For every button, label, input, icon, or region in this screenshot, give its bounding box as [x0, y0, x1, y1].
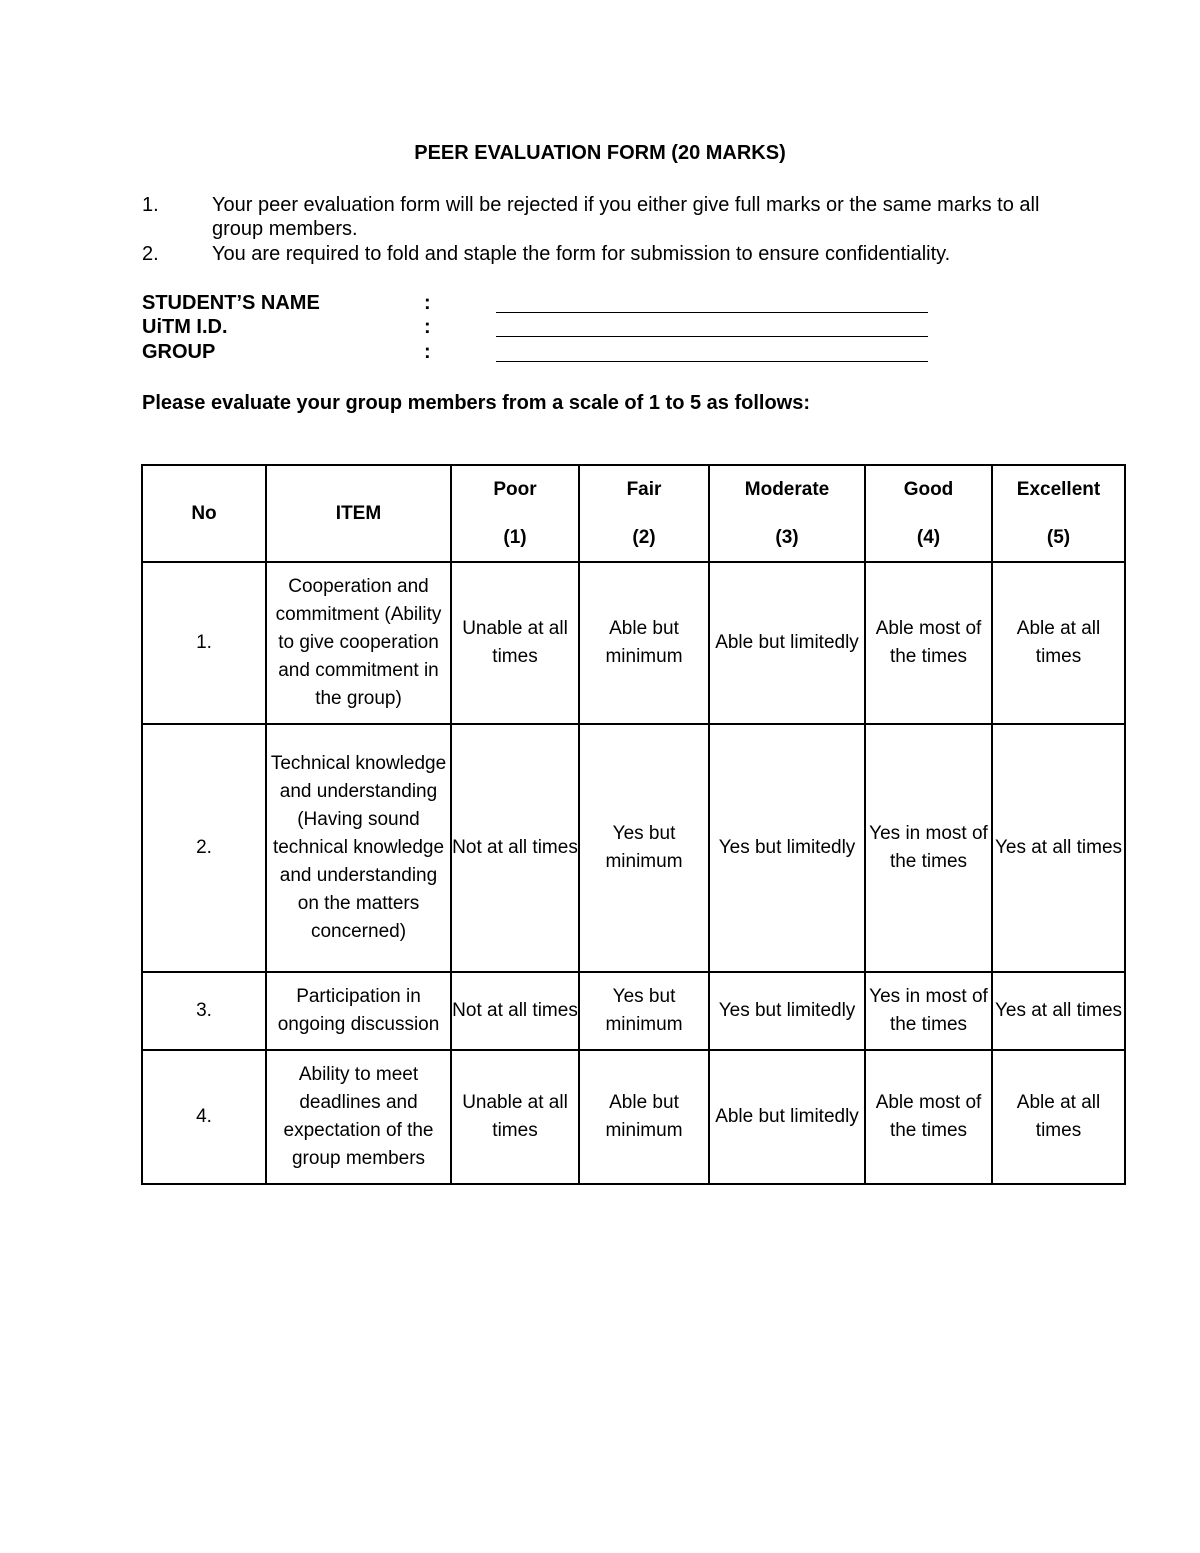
page-title: PEER EVALUATION FORM (20 MARKS)	[414, 142, 786, 164]
rubric-table	[141, 464, 1126, 1185]
level-name: Excellent	[1016, 478, 1101, 500]
level-description: Yes but minimum	[579, 972, 709, 1050]
level-description: Unable at all times	[451, 1050, 579, 1184]
table-row	[142, 1050, 1125, 1184]
header-good	[865, 465, 992, 562]
level-name: Poor	[493, 478, 537, 500]
field-student-name	[142, 292, 942, 316]
instruction-text: You are required to fold and staple the form for submission to ensure confidentiality.	[212, 243, 951, 265]
level-description: Yes but limitedly	[709, 972, 865, 1050]
level-score: (1)	[503, 526, 527, 548]
row-number: 1.	[142, 562, 266, 724]
row-number: 2.	[142, 724, 266, 972]
instruction-number: 2.	[142, 243, 159, 265]
level-name: Fair	[626, 478, 662, 500]
group-blank[interactable]	[496, 361, 928, 362]
field-colon: :	[424, 341, 431, 363]
instruction-text: Your peer evaluation form will be rejected if you either give full marks or the same marks to all group members.	[212, 194, 1040, 240]
header-moderate	[709, 465, 865, 562]
field-label: UiTM I.D.	[142, 316, 228, 338]
level-score: (2)	[632, 526, 656, 548]
level-description: Yes in most of the times	[865, 972, 992, 1050]
level-score: (5)	[1046, 526, 1071, 548]
level-description: Yes at all times	[992, 972, 1125, 1050]
level-score: (3)	[775, 526, 799, 548]
level-description: Able at all times	[992, 1050, 1125, 1184]
uitm-id-blank[interactable]	[496, 336, 928, 337]
level-description: Able at all times	[992, 562, 1125, 724]
student-name-blank[interactable]	[496, 312, 928, 313]
level-description: Yes at all times	[992, 724, 1125, 972]
field-group	[142, 341, 942, 365]
row-item: Ability to meet deadlines and expectation of the group members	[266, 1050, 451, 1184]
instruction-item	[142, 193, 1072, 241]
level-description: Able most of the times	[865, 1050, 992, 1184]
field-label: GROUP	[142, 341, 216, 363]
table-row	[142, 724, 1125, 972]
level-description: Able most of the times	[865, 562, 992, 724]
instruction-item	[142, 242, 1072, 266]
field-colon: :	[424, 292, 431, 314]
level-description: Able but minimum	[579, 562, 709, 724]
level-description: Yes in most of the times	[865, 724, 992, 972]
field-colon: :	[424, 316, 431, 338]
row-item: Cooperation and commitment (Ability to give cooperation and commitment in the group)	[266, 562, 451, 724]
header-item: ITEM	[266, 465, 451, 562]
evaluation-prompt: Please evaluate your group members from a scale of 1 to 5 as follows:	[142, 392, 811, 414]
level-description: Able but minimum	[579, 1050, 709, 1184]
level-name: Moderate	[744, 478, 830, 500]
row-item: Technical knowledge and understanding (Having sound technical knowledge and understanding on the matters concerned)	[266, 724, 451, 972]
table-header-row	[142, 465, 1125, 562]
field-uitm-id	[142, 316, 942, 340]
row-number: 3.	[142, 972, 266, 1050]
level-name: Good	[903, 478, 954, 500]
level-description: Not at all times	[451, 724, 579, 972]
level-score: (4)	[916, 526, 941, 548]
header-poor	[451, 465, 579, 562]
table-row	[142, 972, 1125, 1050]
header-fair	[579, 465, 709, 562]
header-no: No	[142, 465, 266, 562]
level-description: Unable at all times	[451, 562, 579, 724]
row-item: Participation in ongoing discussion	[266, 972, 451, 1050]
level-description: Able but limitedly	[709, 562, 865, 724]
level-description: Not at all times	[451, 972, 579, 1050]
table-row	[142, 562, 1125, 724]
instruction-number: 1.	[142, 194, 159, 216]
level-description: Able but limitedly	[709, 1050, 865, 1184]
row-number: 4.	[142, 1050, 266, 1184]
level-description: Yes but limitedly	[709, 724, 865, 972]
field-label: STUDENT’S NAME	[142, 292, 320, 314]
level-description: Yes but minimum	[579, 724, 709, 972]
header-excellent	[992, 465, 1125, 562]
